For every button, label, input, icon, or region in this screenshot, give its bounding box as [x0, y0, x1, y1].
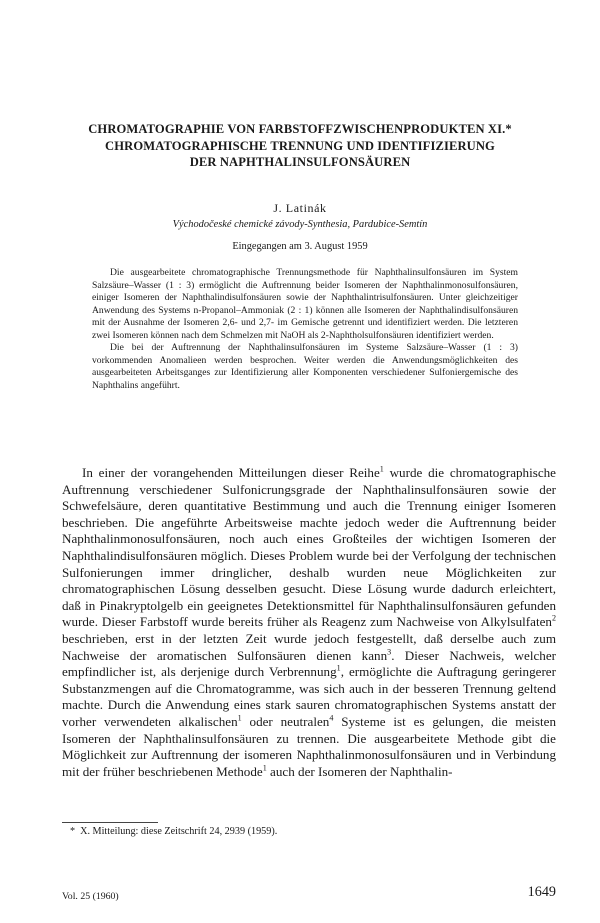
text-run: . Dieser Nachweis, welcher empfindlicher ist, als derjenige durch Verbrennung	[62, 647, 556, 680]
title-line-1: CHROMATOGRAPHIE VON FARBSTOFFZWISCHENPRODUKTEN XI.*	[88, 122, 512, 136]
title-line-3: DER NAPHTHALINSULFONSÄUREN	[189, 155, 411, 169]
text-run: oder neutralen	[241, 713, 330, 729]
text-run: auch der Isomeren der Naphthalin-	[266, 763, 453, 779]
author-name: J. Latinák	[273, 201, 327, 215]
received-date: Eingegangen am 3. August 1959	[232, 241, 368, 252]
page-number: 1649	[527, 884, 556, 900]
title-line-2: CHROMATOGRAPHISCHE TRENNUNG UND IDENTIFIZIERUNG	[105, 138, 495, 153]
text-run: , ermöglichte die Auftragung geringerer Substanzmengen auf die Chromatogramme, was sich auch in der besseren Trennung geltend machte. Durch die Anwendung eines stark sauren chromatographischen Systems anstatt der vorher verwendeten alkalischen	[62, 664, 556, 729]
reference-mark: 1	[237, 713, 242, 723]
author-affiliation: Východočeské chemické závody-Synthesia, Pardubice-Semtín	[172, 219, 428, 230]
text-run: Systeme ist es gelungen, die meisten Isomeren der Naphthalinsulfonsäuren zu trennen. Die ausgearbeitete Methode gibt die Möglichkeit zur Auftrennung der isomeren Naphthalinmonosulfonsäuren und in Verbindung mit der früher beschriebenen Methode	[62, 713, 556, 779]
body-paragraph	[62, 465, 556, 780]
article-title	[40, 121, 560, 171]
reference-mark: 1	[336, 663, 341, 673]
text-run: beschrieben, erst in der letzten Zeit wurde jedoch festgestellt, daß derselbe auch zum Nachweise der aromatischen Sulfonsäuren dienen kann	[62, 630, 556, 663]
reference-mark: 1	[379, 464, 384, 474]
reference-mark: 4	[329, 713, 334, 723]
text-run: wurde die chromatographische Auftrennung verschiedener Sulfonicrungsgrade der Naphthalinsulfonsäuren sowie der Schwefelsäure, deren quantitative Bestimmung und auch die Trennung einiger Isomeren beschrieben. Die angeführte Arbeitsweise machte jedoch weder die Auftrennung beider Naphthalinmonosulfonsäuren, noch auch eines Großteiles der wichtigen Isomeren der Naphthalindisulfonsäuren möglich. Dieses Problem wurde bei der Verfolgung der technischen Sulfonierungen immer dringlicher, deshalb wurden neue Möglichkeiten zur chromatographischen Lösung desselben gesucht. Diese Lösung wurde dadurch erleichtert, daß in Pinakryptolgelb ein geeignetes Detektionsmittel für Naphthalinsulfonsäuren gefunden wurde. Dieser Farbstoff wurde bereits früher als Reagenz zum Nachweise von Alkylsulfaten	[62, 465, 556, 630]
footnote-rule	[62, 822, 158, 823]
volume-info: Vol. 25 (1960)	[62, 891, 119, 902]
reference-mark: 3	[387, 647, 392, 657]
abstract-paragraph-1: Die ausgearbeitete chromatographische Trennungsmethode für Naphthalinsulfonsäuren im System Salzsäure–Wasser (1 : 3) ermöglicht die Auftrennung beider Isomeren der Naphthalinmonosulfonsäuren, einiger Isomeren der Naphthalindisulfonsäuren sowie der Naphthalintrisulfonsäuren. Unter gleichzeitiger Anwendung des Systems n-Propanol–Ammoniak (2 : 1) können alle Isomeren der Naphthalindisulfonsäuren mit der Ausnahme der Isomeren 2,6- und 2,7- im Gemische getrennt und identifiziert werden. Die letzteren zwei Isomeren können nach dem Schmelzen mit NaOH als 2-Naphtholsulfonsäuren identifiziert werden.	[92, 267, 518, 341]
reference-mark: 2	[551, 613, 556, 623]
footnote-text: X. Mitteilung: diese Zeitschrift 24, 2939 (1959).	[80, 826, 278, 837]
main-text	[62, 465, 556, 780]
abstract	[92, 267, 518, 392]
footnote	[62, 826, 556, 837]
footnote-mark: *	[70, 826, 76, 837]
reference-mark: 1	[262, 763, 267, 773]
abstract-paragraph-2: Die bei der Auftrennung der Naphthalinsulfonsäuren im Systeme Salzsäure–Wasser (1 : 3) vorkommenden Anomalieen werden besprochen. Weiter werden die Anwendungsmöglichkeiten des ausgearbeiteten Arbeitsganges zur Identifizierung aller Komponenten verschiedener Sulfoniergemische des Naphthalins angeführt.	[92, 342, 518, 391]
text-run: In einer der vorangehenden Mitteilungen dieser Reihe	[82, 465, 380, 480]
